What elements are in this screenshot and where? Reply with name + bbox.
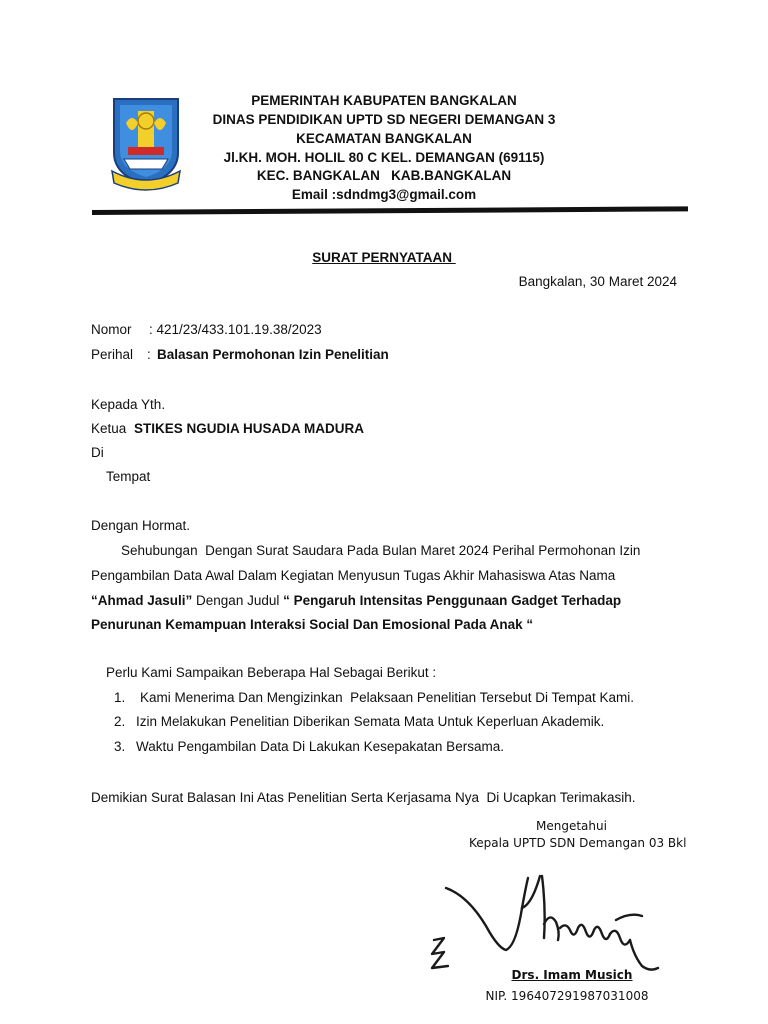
letterhead-email: Email :sdndmg3@gmail.com [291,187,477,202]
list-item-1-number: 1. [114,690,126,705]
list-item-2-text: Izin Melakukan Penelitian Diberikan Semata Mata Untuk Keperluan Akademik. [136,714,605,729]
di-label: Di [91,445,104,460]
student-name: “Ahmad Jasuli” [91,593,193,608]
mengetahui-label: Mengetahui [536,819,607,833]
document-title: SURAT PERNYATAAN [312,250,456,265]
research-title-part-2: Penurunan Kemampuan Interaksi Social Dan Emosional Pada Anak “ [91,617,534,632]
list-item-3-number: 3. [114,739,126,754]
letterhead-address: Jl.KH. MOH. HOLIL 80 C KEL. DEMANGAN (69115) [223,150,545,165]
research-title-part-1: “ Pengaruh Intensitas Penggunaan Gadget Terhadap [283,593,622,608]
ketua-label: Ketua [91,421,127,436]
list-item-2-number: 2. [114,714,126,729]
greeting: Dengan Hormat. [91,518,191,533]
letterhead-district: KEC. BANGKALAN KAB.BANGKALAN [256,168,512,183]
letterhead-line-2: DINAS PENDIDIKAN UPTD SD NEGERI DEMANGAN 3 [212,112,556,127]
nomor-label: Nomor [91,322,132,337]
handwritten-signature [420,868,670,980]
judul-connector: Dengan Judul [192,593,284,608]
perihal-label: Perihal [91,347,134,362]
paragraph-line-1: Sehubungan Dengan Surat Saudara Pada Bulan Maret 2024 Perihal Permohonan Izin [121,543,641,558]
signatory-nip: NIP. 196407291987031008 [485,989,649,1003]
nomor-value: : 421/23/433.101.19.38/2023 [149,322,322,337]
paragraph-line-2: Pengambilan Data Awal Dalam Kegiatan Menyusun Tugas Akhir Mahasiswa Atas Nama [91,568,616,583]
kepada-yth: Kepada Yth. [91,397,166,412]
letterhead-divider [92,206,688,215]
letterhead-line-1: PEMERINTAH KABUPATEN BANGKALAN [251,93,517,108]
signatory-position: Kepala UPTD SDN Demangan 03 Bkl [469,836,687,850]
list-item-3-text: Waktu Pengambilan Data Di Lakukan Kesepakatan Bersama. [136,739,504,754]
perihal-colon: : [147,347,151,362]
tempat-label: Tempat [106,469,151,484]
list-item-1-text: Kami Menerima Dan Mengizinkan Pelaksaan Penelitian Tersebut Di Tempat Kami. [140,690,634,705]
ketua-value: STIKES NGUDIA HUSADA MADURA [134,421,365,436]
perihal-value: Balasan Permohonan Izin Penelitian [157,347,389,362]
signatory-name: Drs. Imam Musich [511,968,633,982]
letterhead-line-3: KECAMATAN BANGKALAN [296,131,472,146]
letter-date: Bangkalan, 30 Maret 2024 [518,274,677,289]
list-intro: Perlu Kami Sampaikan Beberapa Hal Sebagai Berikut : [106,665,437,680]
closing-sentence: Demikian Surat Balasan Ini Atas Penelitian Serta Kerjasama Nya Di Ucapkan Terimakasih. [91,790,636,805]
paragraph-line-3 [91,593,621,608]
